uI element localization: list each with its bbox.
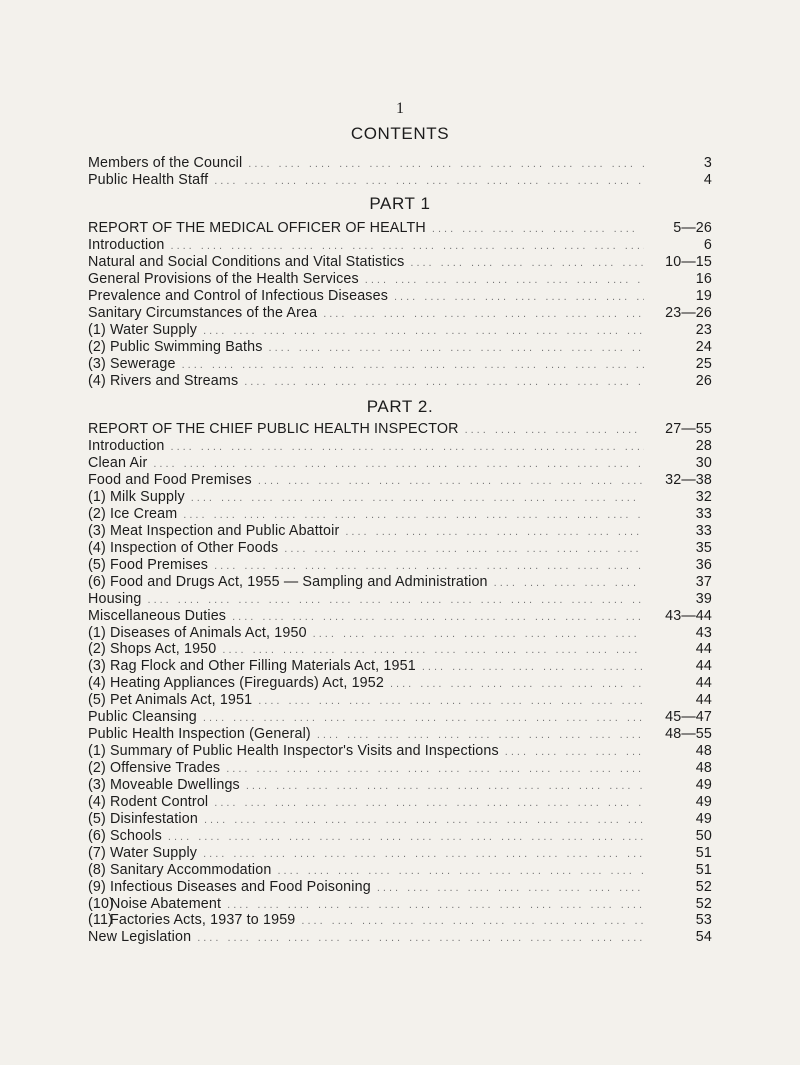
toc-entry-title [88,356,176,373]
part-1-list [88,219,712,390]
dot-leader [410,255,644,272]
toc-entry-label: Food Premises [110,556,209,573]
toc-entry-label: Milk Supply [110,489,185,505]
toc-entry [88,237,712,254]
toc-entry-title [88,929,191,946]
toc-entry [88,288,712,305]
toc-entry-label: Introduction [88,438,165,455]
toc-entry-label: Miscellaneous Duties [88,607,227,624]
toc-entry-label: Diseases of Animals Act, 1950 [110,624,307,641]
toc-entry-page: 45—47 [665,709,712,726]
toc-entry-page: 26 [695,372,712,389]
toc-entry-title [88,828,162,845]
dot-leader [301,913,644,930]
toc-entry-number: (3) [88,658,106,675]
toc-entry-title [88,271,359,288]
toc-entry-page: 25 [695,355,712,372]
toc-entry-number: (10) [88,895,115,912]
toc-entry-page: 28 [695,438,712,455]
toc-entry-title [88,373,238,390]
toc-entry-title [88,862,271,879]
toc-entry [88,373,712,390]
part-2-heading: PART 2. [366,397,434,416]
toc-entry-title [88,658,416,675]
toc-entry-page: 24 [695,338,712,355]
dot-leader [214,795,644,812]
toc-entry-title [88,777,240,794]
toc-entry-label: Sanitary Circumstances of the Area [88,304,318,321]
toc-entry-page: 53 [695,912,712,929]
toc-entry-label: Members of the Council [88,155,243,171]
dot-leader [171,439,644,456]
toc-entry-page: 33 [695,505,712,522]
toc-entry-label: Noise Abatement [110,895,222,912]
toc-entry-number: (3) [88,776,106,793]
toc-entry-title [88,172,208,189]
toc-entry-title [88,489,185,506]
toc-entry-label: General Provisions of the Health Services [88,271,359,288]
toc-entry-page: 54 [695,929,712,946]
toc-entry-title [88,420,459,438]
toc-entry-title [88,455,147,472]
toc-entry-label: Factories Acts, 1937 to 1959 [110,912,296,929]
toc-entry [88,862,712,879]
toc-entry-label: Introduction [88,237,165,254]
toc-entry-number: (9) [88,878,106,895]
toc-entry-title [88,523,339,540]
toc-entry [88,506,712,523]
toc-entry-page: 6 [703,237,712,254]
toc-entry-label: Prevalence and Control of Infectious Diseases [88,288,388,304]
toc-entry-number: (1) [88,624,106,641]
toc-entry-label: Sewerage [110,355,176,372]
dot-leader [432,220,644,238]
toc-entry-label: Clean Air [88,455,148,472]
toc-entry-label: New Legislation [88,929,192,946]
toc-entry-title [88,540,278,557]
toc-entry-page: 32 [695,489,712,505]
dot-leader [390,676,644,693]
dot-leader [394,289,644,306]
toc-entry [88,726,712,743]
dot-leader [214,558,644,575]
page-title: CONTENTS [350,124,450,143]
toc-entry [88,709,712,726]
dot-leader [204,812,644,829]
toc-entry [88,641,712,658]
toc-entry [88,743,712,760]
dot-leader [203,710,644,727]
toc-entry-label: Public Swimming Baths [110,338,263,355]
toc-entry-page: 51 [695,861,712,878]
toc-entry-number: (1) [88,489,106,505]
toc-entry-number: (5) [88,810,106,827]
toc-entry-number: (1) [88,743,106,760]
toc-entry-page: 50 [695,827,712,844]
toc-entry-page: 43 [695,624,712,641]
toc-entry [88,760,712,777]
toc-entry-label: Natural and Social Conditions and Vital Statistics [88,254,405,271]
dot-leader [494,575,644,592]
toc-entry-title [88,591,142,608]
toc-entry-title [88,912,295,929]
page-number: 1 [396,100,404,117]
toc-entry [88,692,712,709]
toc-entry [88,929,712,946]
toc-entry [88,322,712,339]
toc-entry [88,540,712,557]
toc-entry-number: (4) [88,372,106,389]
toc-entry-title [88,726,311,743]
toc-entry-label: Moveable Dwellings [110,776,240,793]
toc-entry-number: (4) [88,793,106,810]
toc-entry [88,794,712,811]
toc-entry-page: 3 [703,155,712,171]
toc-entry-page: 37 [695,573,712,590]
toc-entry [88,356,712,373]
toc-entry-title [88,608,226,625]
toc-entry-label: Housing [88,590,142,607]
toc-entry [88,472,712,489]
dot-leader [317,727,644,744]
toc-entry-number: (5) [88,692,106,709]
dot-leader [183,507,644,524]
toc-entry [88,271,712,288]
dot-leader [465,421,644,439]
toc-entry [88,523,712,540]
dot-leader [377,880,644,897]
toc-entry [88,339,712,356]
dot-leader [269,340,644,357]
toc-entry-label: Inspection of Other Foods [110,539,279,556]
dot-leader [258,693,644,710]
toc-entry-page: 49 [695,776,712,793]
toc-entry-page: 52 [695,878,712,895]
dot-leader [203,846,644,863]
toc-entry-page: 49 [695,810,712,827]
toc-entry-page: 4 [703,171,712,188]
dot-leader [244,374,644,391]
dot-leader [365,272,644,289]
toc-entry-title [88,472,252,489]
toc-entry-title [88,557,208,574]
toc-entry-page: 5—26 [673,220,712,236]
toc-entry-title [88,155,242,172]
toc-entry-title [88,641,216,658]
toc-entry [88,777,712,794]
dot-leader [171,238,644,255]
toc-entry-page: 43—44 [665,607,712,624]
toc-entry-page: 30 [695,455,712,472]
toc-entry [88,438,712,455]
toc-entry-label: Rivers and Streams [110,372,239,389]
toc-entry-label: Heating Appliances (Fireguards) Act, 1952 [110,675,384,692]
toc-entry-label: Public Health Inspection (General) [88,726,311,743]
toc-entry-title [88,896,221,913]
toc-entry-label: Rodent Control [110,793,209,810]
toc-entry-number: (4) [88,539,106,556]
dot-leader [226,761,644,778]
dot-leader [197,930,644,947]
toc-entry [88,591,712,608]
dot-leader [248,156,644,173]
toc-entry [88,172,712,189]
dot-leader [182,357,644,374]
dot-leader [422,659,644,676]
toc-entry-page: 19 [695,288,712,304]
toc-entry-page: 35 [695,539,712,556]
front-matter-list [88,155,712,189]
toc-entry-page: 23—26 [665,304,712,321]
toc-entry-page: 52 [695,895,712,912]
toc-entry-page: 39 [695,590,712,607]
toc-entry-page: 48 [695,743,712,760]
dot-leader [191,490,644,507]
toc-entry-page: 44 [695,675,712,692]
toc-entry [88,879,712,896]
toc-entry-title [88,794,208,811]
toc-entry [88,219,712,237]
toc-entry [88,420,712,438]
toc-entry-number: (8) [88,861,106,878]
toc-entry-title [88,709,197,726]
toc-entry [88,658,712,675]
toc-entry-page: 27—55 [665,421,712,437]
toc-entry [88,574,712,591]
toc-entry-title [88,692,252,709]
dot-leader [203,323,644,340]
toc-entry [88,675,712,692]
toc-entry-label: Disinfestation [110,810,198,827]
toc-entry-title [88,760,220,777]
toc-entry-page: 49 [695,793,712,810]
part-1-heading: PART 1 [369,194,431,213]
dot-leader [148,592,644,609]
toc-entry-number: (3) [88,522,106,539]
toc-entry-title [88,506,177,523]
toc-entry [88,625,712,642]
toc-entry-label: Infectious Diseases and Food Poisoning [110,878,371,895]
toc-entry [88,811,712,828]
toc-entry-title [88,305,317,322]
toc-entry-title [88,237,165,254]
toc-entry-number: (2) [88,505,106,522]
toc-entry-label: Shops Act, 1950 [110,641,217,658]
toc-entry-title [88,339,263,356]
toc-entry-label: Water Supply [110,321,198,338]
toc-entry-title [88,322,197,339]
toc-entry-label: Ice Cream [110,505,178,522]
dot-leader [277,863,644,880]
toc-entry-title [88,574,488,591]
toc-entry-title [88,438,165,455]
toc-entry-label: Water Supply [110,844,198,861]
toc-entry-number: (1) [88,321,106,338]
dot-leader [313,626,644,643]
toc-entry [88,845,712,862]
toc-entry-number: (5) [88,556,106,573]
toc-entry [88,305,712,322]
toc-entry-page: 44 [695,641,712,658]
toc-entry-title [88,743,499,760]
toc-entry-title [88,811,198,828]
toc-entry-page: 32—38 [665,472,712,489]
toc-entry-page: 48 [695,760,712,776]
toc-entry-label: REPORT OF THE MEDICAL OFFICER OF HEALTH [88,220,426,236]
dot-leader [232,609,644,626]
toc-entry-title [88,879,371,896]
toc-entry-label: REPORT OF THE CHIEF PUBLIC HEALTH INSPECTOR [88,421,459,437]
toc-entry-number: (2) [88,338,106,355]
dot-leader [505,744,644,761]
toc-entry-number: (3) [88,355,106,372]
dot-leader [227,897,644,914]
toc-entry-page: 44 [695,658,712,675]
toc-entry-number: (4) [88,675,106,692]
dot-leader [222,642,644,659]
toc-entry-title [88,219,426,237]
toc-entry-number: (7) [88,844,106,861]
dot-leader [246,778,644,795]
dot-leader [345,524,644,541]
dot-leader [284,541,644,558]
dot-leader [323,306,644,323]
toc-entry-page: 44 [695,692,712,709]
toc-entry-label: Pet Animals Act, 1951 [110,692,253,709]
toc-entry-title [88,675,384,692]
toc-entry-label: Meat Inspection and Public Abattoir [110,522,340,539]
toc-entry-page: 51 [695,844,712,861]
toc-entry-page: 48—55 [665,726,712,743]
toc-entry [88,254,712,271]
toc-entry-page: 10—15 [665,254,712,271]
toc-entry-label: Public Cleansing [88,709,197,726]
toc-entry-label: Rag Flock and Other Filling Materials Act, 1951 [110,658,416,675]
toc-entry-title [88,625,307,642]
toc-entry [88,557,712,574]
toc-entry-label: Public Health Staff [88,171,209,188]
toc-entry-number: (11) [88,912,113,929]
toc-entry-page: 16 [695,271,712,288]
toc-entry-number: (6) [88,827,106,844]
toc-entry-label: Schools [110,827,162,844]
toc-entry-page: 33 [695,522,712,539]
toc-entry-title [88,845,197,862]
toc-entry [88,455,712,472]
toc-entry-title [88,254,404,271]
toc-entry-number: (2) [88,641,106,658]
toc-entry-label: Food and Food Premises [88,472,252,489]
toc-entry-number: (2) [88,760,106,776]
toc-entry [88,912,712,929]
dot-leader [168,829,644,846]
toc-entry-number: (6) [88,573,106,590]
part-2-list [88,420,712,946]
dot-leader [214,173,644,190]
toc-entry [88,489,712,506]
toc-entry [88,828,712,845]
toc-entry-label: Sanitary Accommodation [110,861,272,878]
toc-entry [88,155,712,172]
toc-entry [88,896,712,913]
toc-entry-label: Offensive Trades [110,760,221,776]
toc-entry-title [88,288,388,305]
toc-entry-label: Food and Drugs Act, 1955 — Sampling and Administration [110,573,488,590]
toc-entry-page: 36 [695,556,712,573]
toc-entry-label: Summary of Public Health Inspector's Visits and Inspections [110,743,499,760]
dot-leader [153,456,644,473]
toc-entry [88,608,712,625]
toc-entry-page: 23 [695,321,712,338]
dot-leader [258,473,644,490]
